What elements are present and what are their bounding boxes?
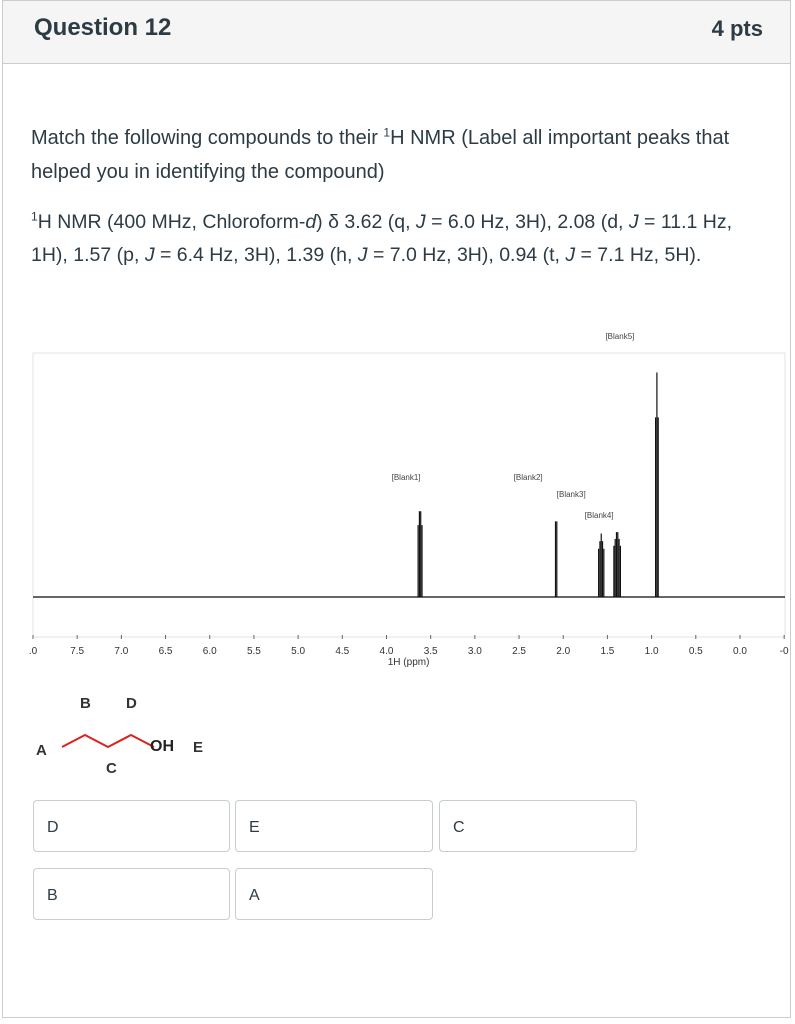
atom-label-a: A <box>36 742 47 759</box>
x-tick-label: 4.5 <box>335 646 350 657</box>
molecule-structure <box>30 685 230 785</box>
question-prompt: Match the following compounds to their $^1$H NMR (Label all important peaks that helped you in identifying the compound) <box>31 125 730 183</box>
peak-label-blank3: [Blank3] <box>556 490 586 499</box>
x-tick-label: .0 <box>28 646 38 657</box>
x-tick-label: 6.0 <box>202 646 217 657</box>
question-header <box>3 1 790 64</box>
nmr-spectrum <box>28 325 793 675</box>
x-tick-label: 2.0 <box>556 646 571 657</box>
answer-box-d[interactable]: D <box>33 800 230 852</box>
peak-label-blank5: [Blank5] <box>605 332 635 341</box>
x-tick-label: 1.5 <box>600 646 615 657</box>
nmr-data-text: $^1$H NMR (400 MHz, Chloroform-d) δ 3.62 (q, J = 6.0 Hz, 3H), 2.08 (d, J = 11.1 Hz, 1H), 1.57 (p, J = 6.4 Hz, 3H), 1.39 (h, J = 7.0 Hz, 3H), 0.94 (t, J = 7.1 Hz, 5H). <box>31 209 733 266</box>
answer-box-e[interactable]: E <box>235 800 433 852</box>
x-tick-label: 4.0 <box>379 646 394 657</box>
question-title: Question 12 <box>34 14 172 41</box>
answer-box-c[interactable]: C <box>439 800 637 852</box>
peak-label-blank1: [Blank1] <box>391 473 421 482</box>
carbon-chain <box>62 735 154 747</box>
x-tick-label: 5.5 <box>246 646 261 657</box>
atom-label-e: E <box>193 739 204 756</box>
x-tick-label: 1.0 <box>644 646 659 657</box>
x-tick-label: 5.0 <box>291 646 306 657</box>
answer-box-b[interactable]: B <box>33 868 230 920</box>
hydroxyl-label: OH <box>150 738 174 755</box>
x-tick-label: 7.0 <box>114 646 129 657</box>
x-tick-label: 7.5 <box>70 646 85 657</box>
atom-label-d: D <box>126 695 137 712</box>
x-tick-label: 3.5 <box>423 646 438 657</box>
x-tick-label: 0.0 <box>733 646 747 657</box>
plot-frame <box>33 353 785 637</box>
answer-box-a[interactable]: A <box>235 868 433 920</box>
x-tick-label: -0 <box>779 646 789 657</box>
x-tick-label: 2.5 <box>512 646 526 657</box>
x-tick-label: 6.5 <box>158 646 173 657</box>
atom-label-b: B <box>80 695 91 712</box>
atom-label-c: C <box>106 760 117 777</box>
question-points: 4 pts <box>711 16 763 41</box>
x-tick-label: 3.0 <box>467 646 482 657</box>
x-tick-label: 0.5 <box>688 646 703 657</box>
peak-label-blank2: [Blank2] <box>513 473 543 482</box>
x-axis-label: 1H (ppm) <box>387 657 430 668</box>
peak-label-blank4: [Blank4] <box>584 511 614 520</box>
